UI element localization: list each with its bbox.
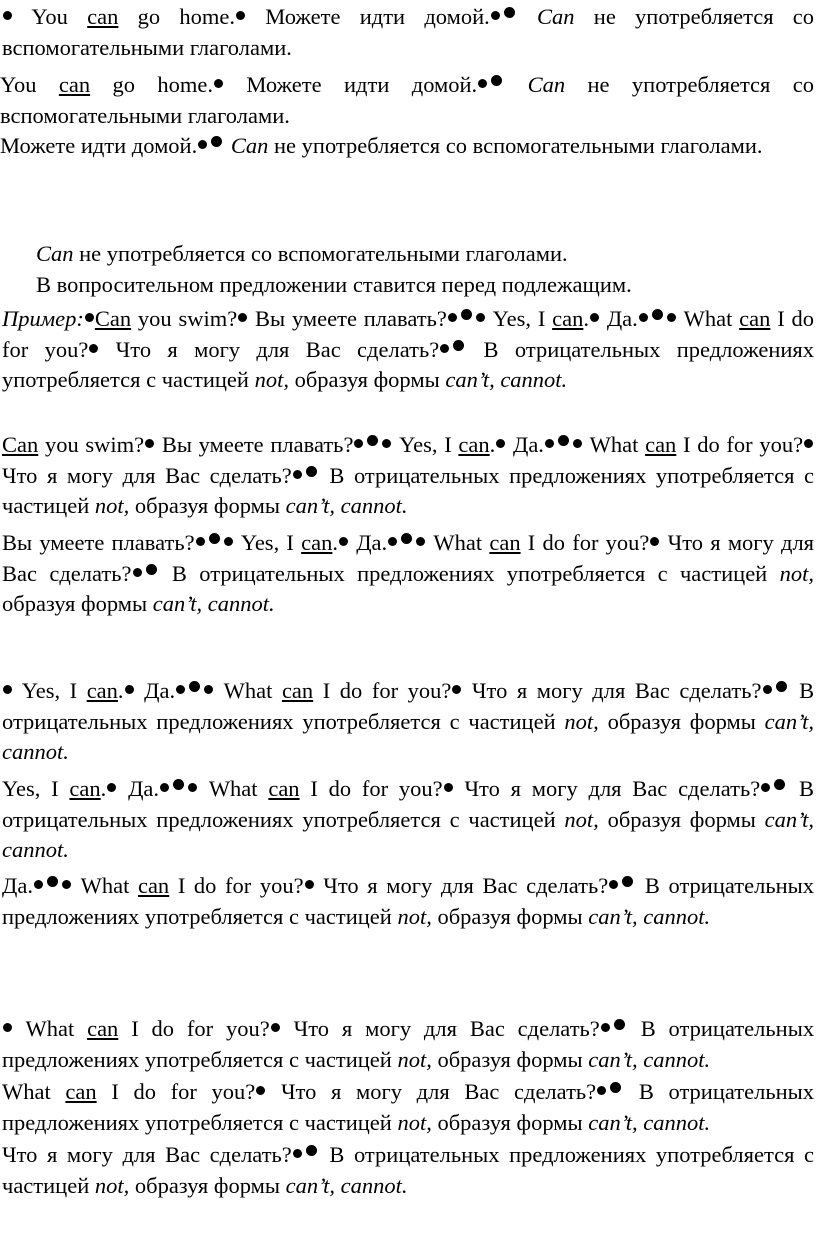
paragraph-3: [0, 131, 814, 162]
bullet-icon: [774, 779, 785, 790]
italic-text: can’t, cannot.: [588, 1109, 711, 1135]
bullet-icon: [3, 11, 12, 20]
underlined-text: can: [645, 432, 677, 457]
text: Yes, I: [240, 530, 294, 555]
text: не употребляется со вспомогательными глаголами.: [0, 72, 815, 128]
bullet-icon: [461, 309, 472, 320]
italic-text: Пример:: [2, 306, 84, 331]
text: I do for you?: [177, 873, 304, 898]
bullet-icon: [590, 313, 599, 322]
paragraph-vy-umeete: [2, 528, 814, 620]
italic-text: Can: [230, 133, 269, 158]
bullet-icon: [416, 537, 425, 546]
text: образуя формы: [437, 1109, 583, 1135]
bullet-icon: [211, 136, 222, 147]
text: .: [583, 306, 589, 331]
text: образуя формы: [2, 591, 148, 616]
bullet-icon: [382, 439, 391, 448]
bullet-icon: [476, 313, 485, 322]
bullet-icon: [388, 537, 397, 546]
bullet-icon: [763, 685, 772, 694]
bullet-icon: [306, 466, 317, 477]
text: What: [683, 306, 733, 331]
italic-text: not,: [397, 903, 432, 929]
italic-text: not,: [94, 1172, 130, 1198]
text: Что я могу для Вас сделать?: [115, 336, 440, 362]
italic-text: can’t, cannot.: [285, 493, 408, 518]
text: не употребляется со вспомогательными глаголами.: [274, 133, 763, 158]
italic-text: not,: [564, 806, 599, 832]
underlined-text: can: [268, 776, 300, 801]
bullet-icon: [173, 779, 184, 790]
bullet-icon: [776, 681, 787, 692]
bullet-icon: [440, 344, 449, 353]
italic-text: can’t, cannot.: [588, 1046, 711, 1072]
text: Можете идти домой.: [265, 4, 490, 29]
text: Yes, I: [21, 678, 78, 703]
bullet-icon: [354, 439, 363, 448]
text: I do for you?: [322, 678, 452, 703]
bullet-icon: [256, 1086, 265, 1095]
bullet-icon: [491, 75, 502, 86]
text: Можете идти домой.: [246, 72, 478, 97]
bullet-icon: [444, 783, 453, 792]
bullet-icon: [145, 439, 154, 448]
text: What: [25, 1016, 75, 1041]
text: образуя формы: [607, 806, 756, 832]
text: Yes, I: [492, 306, 546, 331]
bullet-icon: [639, 313, 648, 322]
text: What: [2, 1079, 51, 1104]
text: you swim?: [44, 432, 145, 457]
text: I do for you?: [111, 1079, 256, 1104]
bullet-icon: [3, 1023, 12, 1032]
bullet-icon: [448, 313, 457, 322]
italic-text: can’t, cannot.: [2, 708, 815, 764]
bullet-icon: [622, 876, 633, 887]
bullet-icon: [176, 685, 185, 694]
text: Что я могу для Вас сделать?: [2, 530, 815, 586]
italic-text: not,: [779, 560, 814, 586]
underlined-text: can: [86, 678, 118, 703]
text: В отрицательных предложениях употребляется с частицей: [2, 1016, 815, 1072]
italic-text: Can: [537, 4, 575, 29]
underlined-text: can: [65, 1079, 97, 1104]
underlined-text: can: [58, 72, 91, 97]
paragraph-1: [2, 2, 814, 63]
text: What: [208, 776, 258, 801]
bullet-icon: [306, 1145, 317, 1156]
text: What: [433, 530, 483, 555]
bullet-icon: [491, 11, 500, 20]
bullet-icon: [597, 1086, 606, 1095]
bullet-icon: [146, 564, 157, 575]
bullet-icon: [601, 1023, 610, 1032]
bullet-icon: [650, 537, 659, 546]
italic-text: can’t, cannot.: [285, 1172, 408, 1198]
text: В отрицательных предложениях употребляется с частицей: [2, 1079, 815, 1135]
text: Yes, I: [2, 776, 59, 801]
paragraph-can-rule: [0, 239, 812, 270]
bullet-icon: [189, 681, 200, 692]
italic-text: can’t, cannot.: [445, 367, 568, 392]
text: В отрицательных предложениях употребляется с частицей: [2, 462, 814, 518]
text: В отрицательных предложениях употребляется с частицей: [2, 678, 815, 734]
bullet-icon: [667, 313, 676, 322]
text: В отрицательных предложениях употребляется с частицей: [2, 336, 815, 392]
bullet-icon: [133, 568, 142, 577]
text: образуя формы: [134, 493, 280, 518]
italic-text: Can: [36, 241, 74, 266]
italic-text: Can: [527, 72, 566, 97]
text: Что я могу для Вас сделать?: [471, 678, 762, 703]
underlined-text: can: [489, 530, 521, 555]
bullet-icon: [453, 340, 464, 351]
bullet-icon: [85, 313, 94, 322]
text: Что я могу для Вас сделать?: [280, 1079, 597, 1104]
bullet-icon: [293, 470, 302, 479]
text: What: [589, 432, 639, 457]
bullet-icon: [198, 140, 207, 149]
text: Что я могу для Вас сделать?: [464, 776, 761, 801]
bullet-icon: [125, 685, 134, 694]
text: I do for you?: [527, 530, 650, 555]
bullet-icon: [34, 880, 43, 889]
italic-text: not,: [397, 1109, 432, 1135]
bullet-icon: [271, 1023, 280, 1032]
underlined-text: can: [137, 873, 170, 898]
text: Да.: [606, 306, 638, 331]
italic-text: can’t, cannot.: [2, 806, 815, 862]
paragraph-example: [2, 304, 814, 396]
text: образуя формы: [437, 1046, 583, 1072]
bullet-icon: [367, 435, 378, 446]
italic-text: not,: [94, 493, 130, 518]
text: you swim?: [137, 306, 238, 331]
text: You: [31, 4, 68, 29]
text: go home.: [137, 4, 236, 29]
underlined-text: can: [458, 432, 490, 457]
text: .: [332, 530, 338, 555]
underlined-text: can: [739, 306, 771, 331]
text: В отрицательных предложениях употребляется с частицей: [2, 776, 814, 832]
text: .: [489, 432, 496, 457]
bullet-icon: [452, 685, 461, 694]
text: Что я могу для Вас сделать?: [2, 462, 292, 488]
paragraph-yes-i-can-1: [2, 676, 814, 768]
bullet-icon: [761, 783, 770, 792]
italic-text: can’t, cannot.: [588, 903, 711, 929]
bullet-icon: [545, 439, 554, 448]
text: Что я могу для Вас сделать?: [2, 1142, 292, 1167]
bullet-icon: [214, 79, 223, 88]
italic-text: not,: [564, 708, 599, 734]
text: В вопросительном предложении ставится перед подлежащим.: [36, 272, 632, 297]
paragraph-chto-ya: [2, 1140, 814, 1201]
underlined-text: can: [552, 306, 584, 331]
text: В отрицательных предложениях употребляется с частицей: [2, 873, 815, 929]
bullet-icon: [89, 344, 98, 353]
text: Вы умеете плавать?: [255, 306, 447, 331]
underlined-text: can: [87, 4, 119, 29]
bullet-icon: [209, 533, 220, 544]
bullet-icon: [504, 7, 515, 18]
text: I do for you?: [131, 1016, 270, 1041]
text: не употребляется со вспомогательными глаголами.: [2, 4, 815, 60]
paragraph-what-can-2: [2, 1077, 814, 1138]
bullet-icon: [609, 880, 618, 889]
text: I do for you?: [683, 432, 804, 457]
text: Вы умеете плавать?: [161, 432, 354, 457]
text: What: [80, 873, 130, 898]
text: Что я могу для Вас сделать?: [323, 873, 609, 898]
bullet-icon: [652, 309, 663, 320]
text: Да.: [356, 530, 388, 555]
bullet-icon: [107, 783, 116, 792]
paragraph-da: [2, 871, 814, 932]
bullet-icon: [160, 783, 169, 792]
text: Да.: [144, 678, 176, 703]
text: образуя формы: [437, 903, 583, 929]
text: Вы умеете плавать?: [2, 530, 195, 555]
italic-text: not,: [254, 367, 289, 392]
bullet-icon: [610, 1082, 621, 1093]
italic-text: not,: [397, 1046, 432, 1072]
bullet-icon: [196, 537, 205, 546]
bullet-icon: [558, 435, 569, 446]
underlined-text: can: [69, 776, 101, 801]
bullet-icon: [478, 79, 487, 88]
bullet-icon: [204, 685, 213, 694]
text: Можете идти домой.: [0, 133, 198, 158]
text: I do for you?: [2, 306, 814, 362]
bullet-icon: [401, 533, 412, 544]
paragraph-yes-i-can-2: [2, 774, 814, 866]
bullet-icon: [47, 876, 58, 887]
text: Что я могу для Вас сделать?: [293, 1016, 600, 1041]
underlined-text: can: [301, 530, 333, 555]
bullet-icon: [573, 439, 582, 448]
text: В отрицательных предложениях употребляется с частицей: [171, 560, 768, 586]
bullet-icon: [224, 537, 233, 546]
text: Да.: [128, 776, 160, 801]
bullet-icon: [62, 880, 71, 889]
text: образуя формы: [607, 708, 756, 734]
underlined-text: Can: [2, 432, 39, 457]
text: go home.: [112, 72, 214, 97]
text: Да.: [512, 432, 544, 457]
paragraph-what-can-1: [2, 1014, 814, 1075]
text: В отрицательных предложениях употребляется с частицей: [2, 1142, 814, 1198]
bullet-icon: [305, 880, 314, 889]
paragraph-2: [0, 70, 814, 131]
bullet-icon: [236, 11, 245, 20]
bullet-icon: [293, 1149, 302, 1158]
underlined-text: can: [281, 678, 314, 703]
bullet-icon: [804, 439, 813, 448]
text: .: [100, 776, 107, 801]
text: образуя формы: [134, 1172, 280, 1198]
text: .: [117, 678, 124, 703]
bullet-icon: [188, 783, 197, 792]
bullet-icon: [339, 537, 348, 546]
text: не употребляется со вспомогательными глаголами.: [79, 241, 568, 266]
italic-text: can’t, cannot.: [152, 591, 275, 616]
paragraph-can-you-swim: [2, 430, 814, 522]
bullet-icon: [3, 685, 12, 694]
underlined-text: Can: [94, 306, 132, 331]
underlined-text: can: [87, 1016, 119, 1041]
bullet-icon: [614, 1019, 625, 1030]
text: I do for you?: [310, 776, 443, 801]
text: Да.: [2, 873, 33, 898]
bullet-icon: [238, 313, 247, 322]
text: You: [0, 72, 37, 97]
paragraph-question-rule: [0, 270, 812, 301]
text: образуя формы: [294, 367, 440, 392]
text: What: [223, 678, 273, 703]
text: Yes, I: [399, 432, 452, 457]
bullet-icon: [496, 439, 505, 448]
